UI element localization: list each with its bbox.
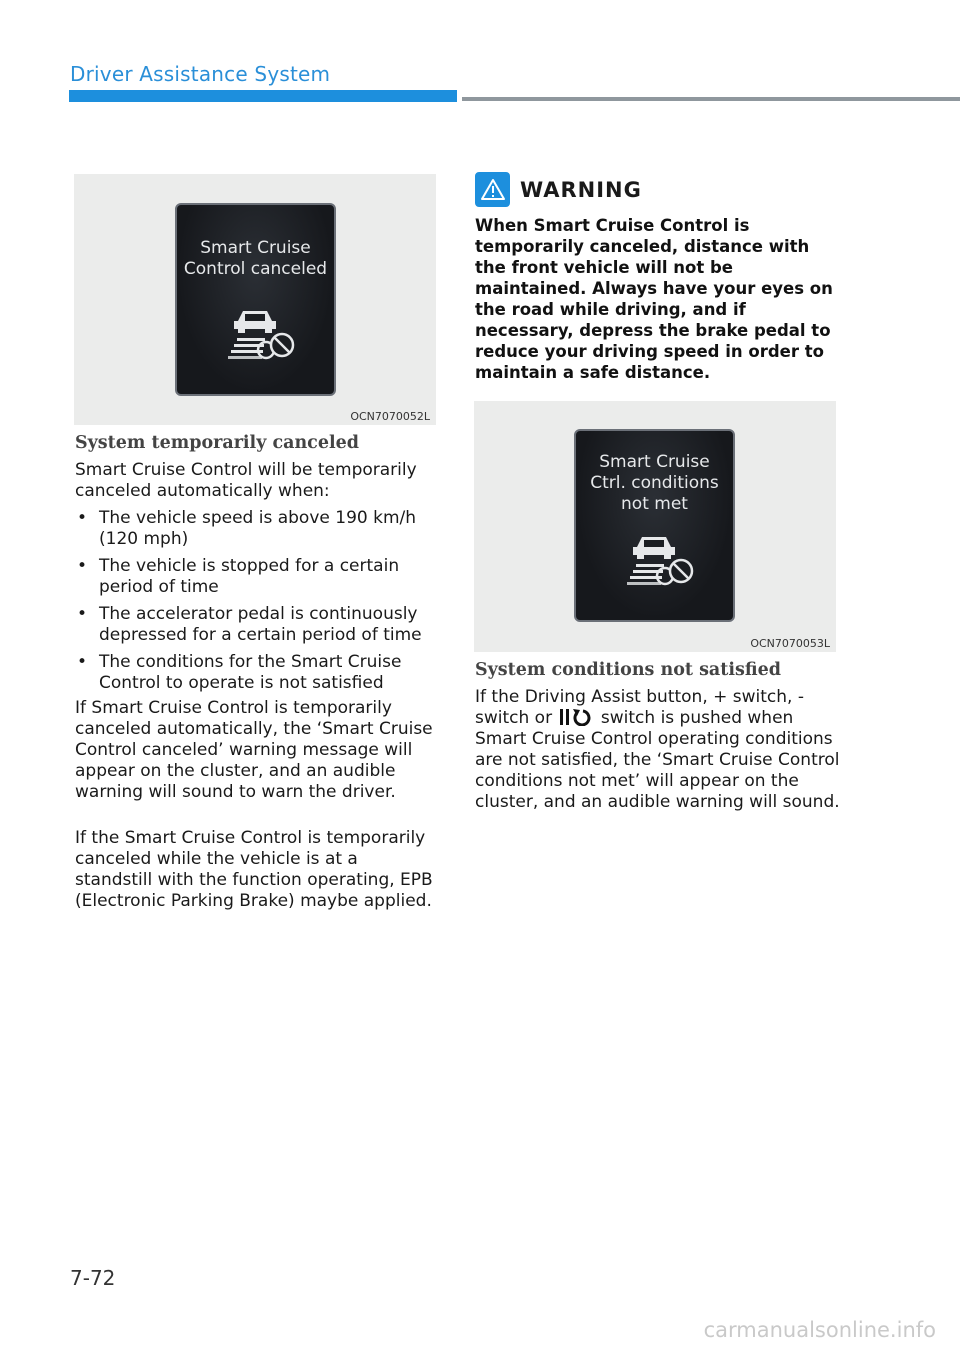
epb-paragraph: If the Smart Cruise Control is temporarily canceled while the vehicle is at a standstill with the function operating, EPB (Electronic Parking Brake) maybe applied.: [75, 828, 433, 911]
pause-resume-icon: [559, 708, 593, 726]
cluster-screen: [574, 429, 735, 622]
warning-label: WARNING: [520, 177, 642, 202]
right-column: [475, 659, 840, 813]
warning-triangle-icon: [475, 172, 510, 207]
figure-code: OCN7070052L: [350, 410, 430, 423]
car-distance-cancel-icon: [225, 305, 301, 361]
watermark: carmanualsonline.info: [703, 1318, 936, 1342]
figure-smart-cruise-canceled: [74, 174, 436, 425]
cluster-message: Smart Cruise Ctrl. conditions not met: [590, 452, 719, 514]
list-item: • The vehicle speed is above 190 km/h (120 mph): [76, 508, 417, 549]
list-item: • The vehicle is stopped for a certain period of time: [76, 556, 400, 597]
header-accent-bar: [69, 90, 457, 102]
cancel-message-paragraph: If Smart Cruise Control is temporarily canceled automatically, the ‘Smart Cruise Control canceled’ warning message will appear on the cluster, and an audible warning will sound to warn the driver.: [75, 698, 433, 802]
figure-code: OCN7070053L: [750, 637, 830, 650]
intro-paragraph: Smart Cruise Control will be temporarily canceled automatically when:: [75, 460, 417, 501]
left-column: [75, 432, 440, 912]
car-distance-cancel-icon: [624, 531, 700, 587]
list-item: • The conditions for the Smart Cruise Control to operate is not satisfied: [76, 652, 402, 693]
figure-conditions-not-met: [474, 401, 836, 652]
cluster-message: Smart Cruise Control canceled: [183, 238, 328, 279]
section-title: Driver Assistance System: [70, 62, 331, 86]
conditions-paragraph: If the Driving Assist button, + switch, - switch or switch is pushed when Smart Cruise Control operating conditions are not satisfied, the ‘Smart Cruise Control conditions not met’ will appear on the cluster, and an audible warning will sound.: [475, 687, 840, 812]
section-heading: System conditions not satisfied: [475, 660, 781, 680]
header-rule: [462, 97, 960, 101]
section-heading: System temporarily canceled: [75, 433, 359, 453]
list-item: • The accelerator pedal is continuously depressed for a certain period of time: [76, 604, 422, 645]
warning-header: [475, 172, 840, 207]
cancel-conditions-list: [75, 508, 440, 694]
warning-box: [475, 172, 840, 383]
warning-text: When Smart Cruise Control is temporarily canceled, distance with the front vehicle will not be maintained. Always have your eyes on the road while driving, and if necessary, depress the brake pedal to reduce your driving speed in order to maintain a safe distance.: [475, 216, 833, 382]
cluster-screen: [175, 203, 336, 396]
page-number: 7-72: [70, 1266, 116, 1290]
